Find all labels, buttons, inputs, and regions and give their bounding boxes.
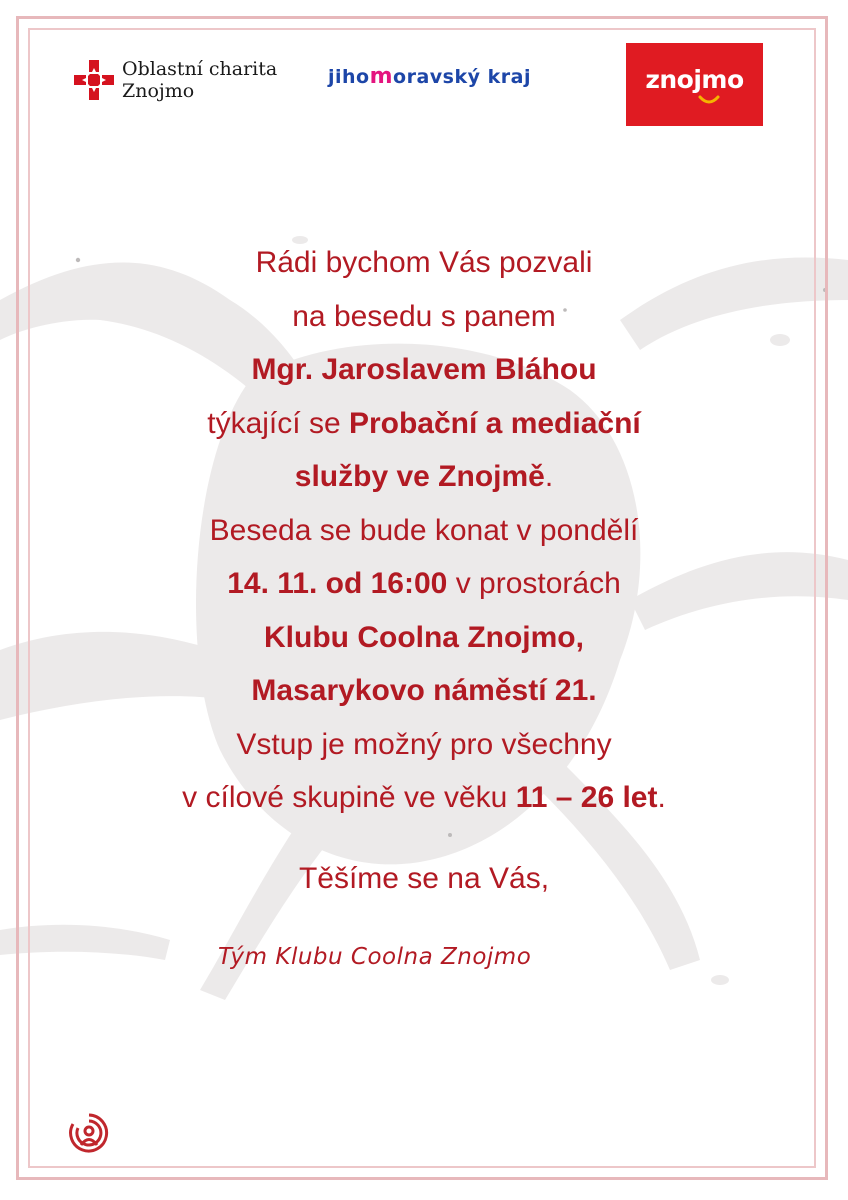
speaker-name: Mgr. Jaroslavem Bláhou bbox=[251, 353, 597, 386]
invitation-line-5: služby ve Znojmě. bbox=[294, 460, 554, 493]
jihomoravsky-kraj-logo bbox=[328, 64, 531, 89]
closing-text: Těšíme se na Vás, bbox=[298, 862, 550, 895]
invitation-line-2: na besedu s panem bbox=[292, 299, 556, 333]
znojmo-logo bbox=[626, 43, 763, 126]
jmk-text-part1: jiho bbox=[328, 66, 370, 88]
age-group-line: v cílové skupině ve věku 11 – 26 let. bbox=[182, 781, 666, 814]
age-range: 11 – 26 let bbox=[515, 781, 658, 814]
event-date-time: 14. 11. od 16:00 bbox=[227, 567, 448, 600]
charita-name-line2: Znojmo bbox=[122, 80, 195, 102]
jmk-text-part2: oravský kraj bbox=[393, 66, 531, 88]
coolna-logo-icon bbox=[68, 1112, 110, 1154]
venue-address: Masarykovo náměstí 21. bbox=[251, 674, 597, 707]
invitation-line-6: Beseda se bude konat v pondělí bbox=[209, 513, 639, 547]
charita-cross-icon bbox=[72, 58, 116, 102]
znojmo-logo-text: znojmo bbox=[645, 65, 744, 94]
signature: Tým Klubu Coolna Znojmo bbox=[218, 944, 532, 970]
znojmo-smile-icon bbox=[698, 95, 720, 105]
jmk-m-letter: m bbox=[369, 64, 394, 89]
invitation-text bbox=[60, 236, 788, 825]
invitation-line-10: Vstup je možný pro všechny bbox=[236, 727, 612, 761]
service-name-part2: služby ve Znojmě bbox=[294, 460, 545, 493]
invitation-line-1: Rádi bychom Vás pozvali bbox=[255, 246, 593, 279]
charita-name-line1: Oblastní charita bbox=[122, 58, 278, 80]
venue-name: Klubu Coolna Znojmo, bbox=[264, 620, 584, 654]
service-name-part1: Probační a mediační bbox=[348, 406, 641, 440]
invitation-line-4: týkající se Probační a mediační bbox=[207, 406, 641, 440]
event-date-line: 14. 11. od 16:00 v prostorách bbox=[227, 567, 621, 600]
charita-logo bbox=[72, 58, 312, 108]
